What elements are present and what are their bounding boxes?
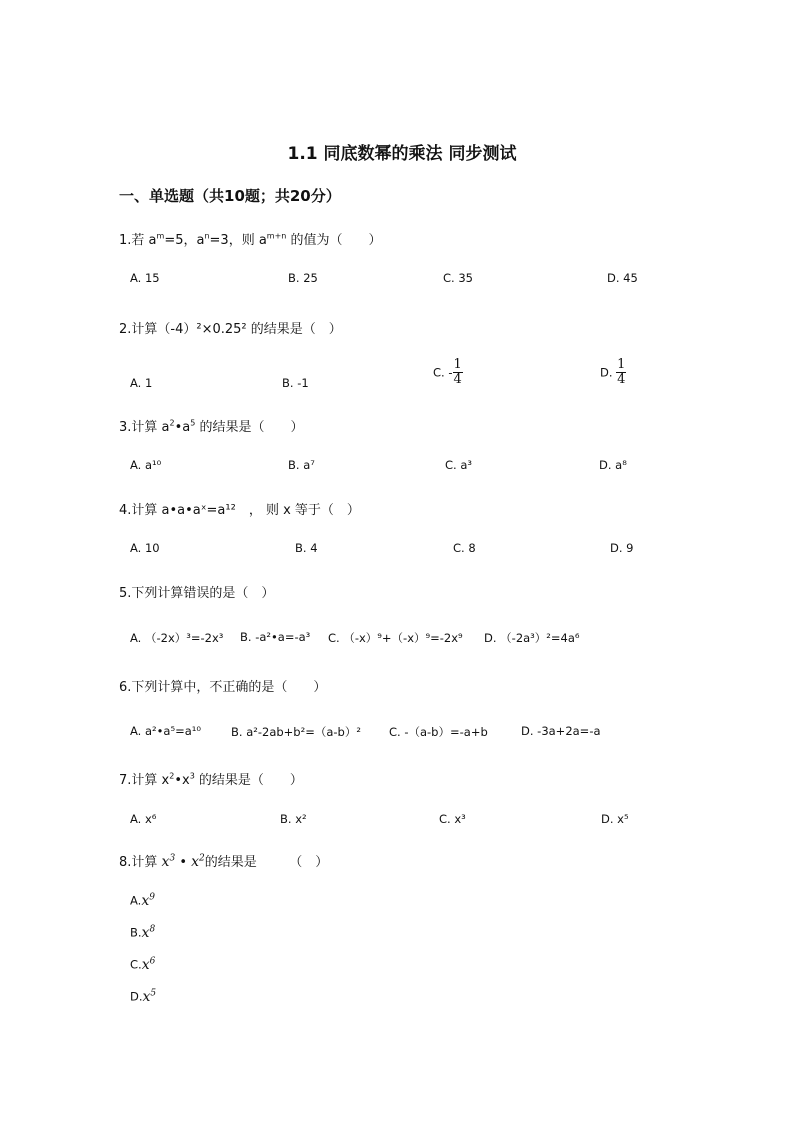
page-title: 1.1 同底数幂的乘法 同步测试 [287, 144, 517, 164]
question-8-option-d[interactable]: $D.x^5$ [130, 988, 157, 1005]
fraction-one-quarter: $\frac{1}{4}$ [617, 357, 626, 387]
question-5-option-b[interactable]: B. -a²•a=-a³ [240, 630, 311, 644]
question-4-option-d[interactable]: D. 9 [610, 541, 634, 555]
question-3-stem: 3.计算 $a^2•a^5$ 的结果是（ ） [119, 418, 304, 435]
question-8-stem: 8.计算 $x^3$ • $x^2$的结果是 （ ） [119, 853, 329, 870]
question-4-stem: 4.计算 a•a•aˣ=a¹² ， 则 x 等于（ ） [119, 503, 360, 518]
question-2-stem: 2.计算（-4）²×0.25² 的结果是（ ） [119, 322, 342, 337]
question-6-stem: 6.下列计算中，不正确的是（ ） [119, 680, 327, 695]
question-3-option-d[interactable]: D. a⁸ [599, 458, 627, 472]
question-5-option-a[interactable]: A. （-2x）³=-2x³ [130, 631, 224, 645]
question-8-option-a[interactable]: $A.x^9$ [130, 892, 155, 909]
question-8-option-b[interactable]: $B.x^8$ [130, 924, 156, 941]
question-6-option-c[interactable]: C. -（a-b）=-a+b [389, 725, 488, 739]
question-5-stem: 5.下列计算错误的是（ ） [119, 586, 275, 601]
question-6-option-d[interactable]: D. -3a+2a=-a [521, 724, 601, 738]
question-8-option-c[interactable]: $C.x^6$ [130, 956, 156, 973]
question-4-option-c[interactable]: C. 8 [453, 541, 476, 555]
question-6-option-b[interactable]: B. a²-2ab+b²=（a-b）² [231, 725, 361, 739]
math-x-cubed: $x^3$ [161, 853, 176, 870]
question-2-option-d[interactable]: D. $\frac{1}{4}$ [600, 357, 626, 387]
question-1-option-a[interactable]: A. 15 [130, 271, 160, 285]
question-5-option-c[interactable]: C. （-x）⁹+（-x）⁹=-2x⁹ [328, 631, 463, 645]
question-3-option-b[interactable]: B. a⁷ [288, 458, 315, 472]
question-2-option-a[interactable]: A. 1 [130, 376, 153, 390]
question-7-option-c[interactable]: C. x³ [439, 812, 466, 826]
question-2-option-b[interactable]: B. -1 [282, 376, 309, 390]
fraction-one-quarter: $\frac{1}{4}$ [453, 357, 462, 387]
question-6-option-a[interactable]: A. a²•a⁵=a¹⁰ [130, 724, 201, 738]
question-5-option-d[interactable]: D. （-2a³）²=4a⁶ [484, 631, 580, 645]
question-7-option-d[interactable]: D. x⁵ [601, 812, 629, 826]
question-7-option-b[interactable]: B. x² [280, 812, 307, 826]
question-1-stem: 1.若 $a^m=5$，$a^n=3$，则 $a^{m+n}$ 的值为（ ） [119, 231, 382, 248]
question-7-option-a[interactable]: A. x⁶ [130, 812, 157, 826]
question-4-option-a[interactable]: A. 10 [130, 541, 160, 555]
question-3-option-c[interactable]: C. a³ [445, 458, 472, 472]
question-2-option-c[interactable]: C. - $\frac{1}{4}$ [433, 357, 462, 387]
question-1-option-b[interactable]: B. 25 [288, 271, 318, 285]
question-1-option-c[interactable]: C. 35 [443, 271, 473, 285]
question-7-stem: 7.计算 $x^2•x^3$ 的结果是（ ） [119, 771, 303, 788]
math-x-squared: $x^2$ [191, 853, 205, 870]
section-heading: 一、单选题（共10题；共20分） [119, 187, 341, 205]
question-4-option-b[interactable]: B. 4 [295, 541, 318, 555]
question-1-option-d[interactable]: D. 45 [607, 271, 638, 285]
question-3-option-a[interactable]: A. a¹⁰ [130, 458, 162, 472]
